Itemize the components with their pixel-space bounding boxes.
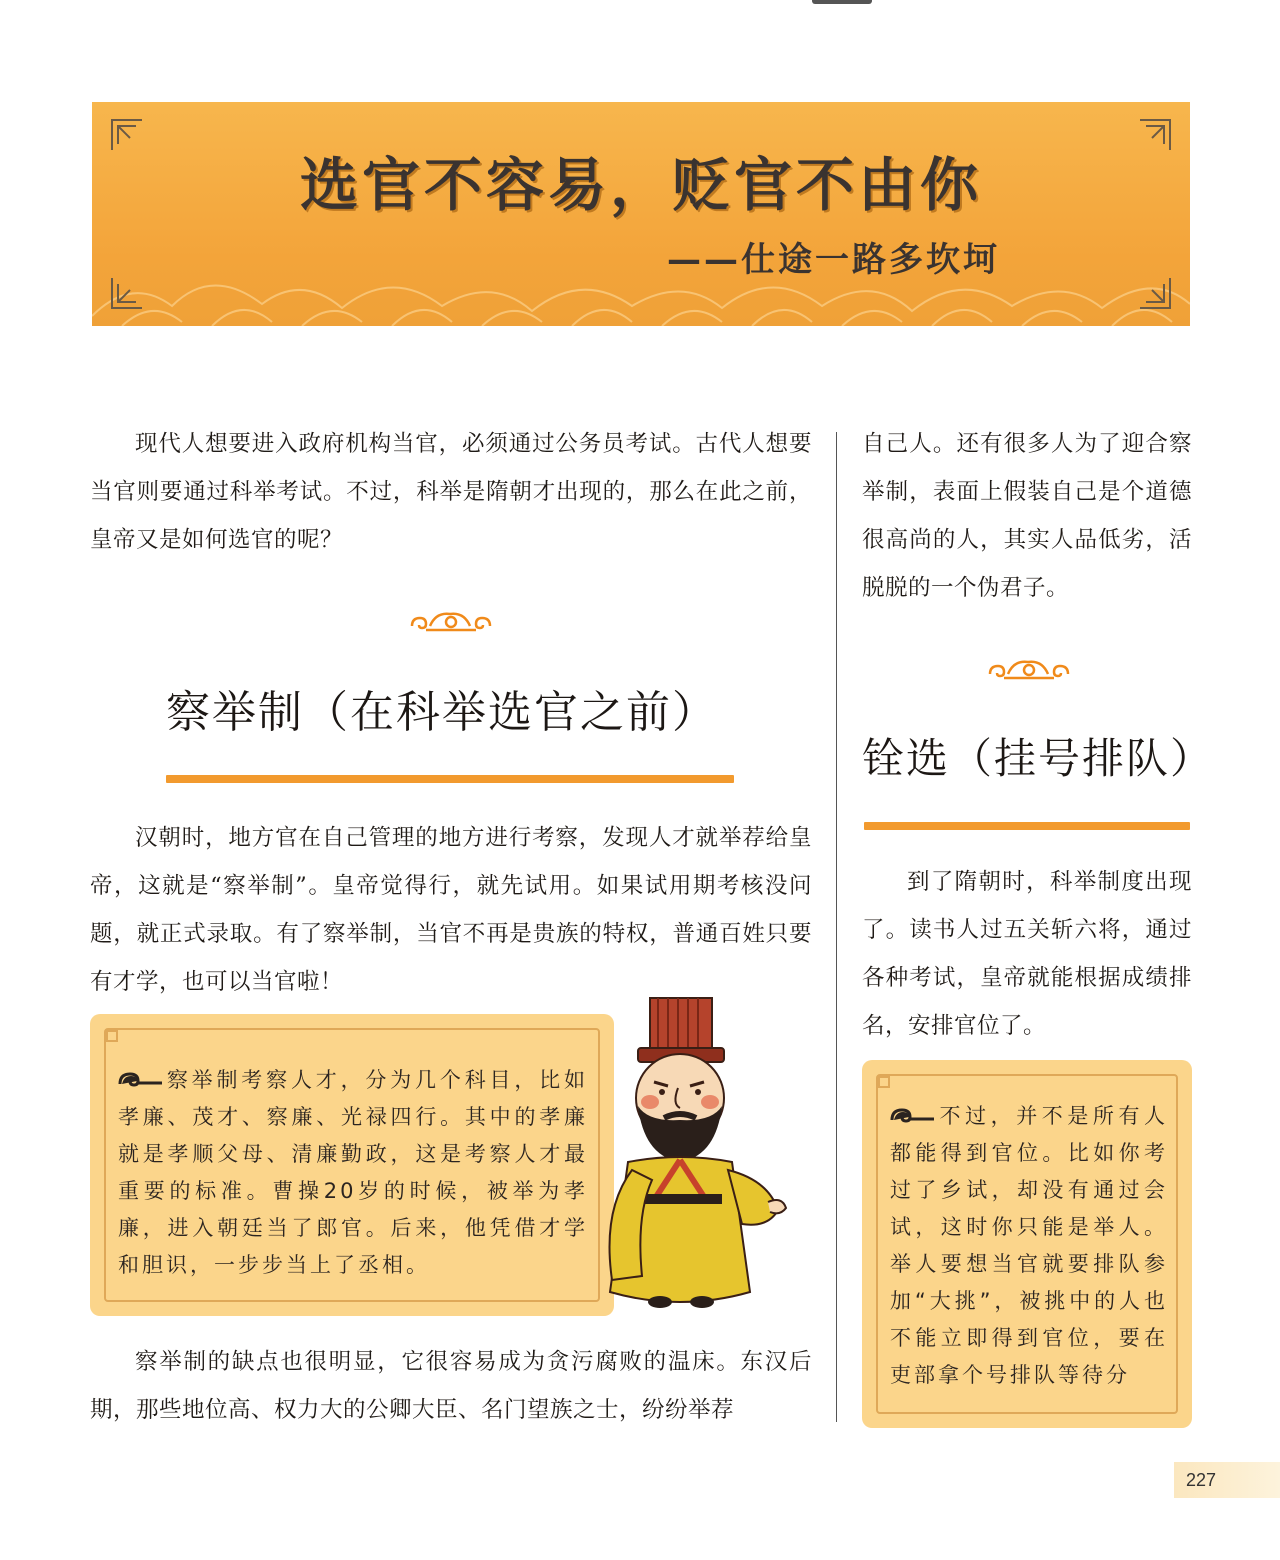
section-underline-left bbox=[166, 775, 734, 783]
intro-paragraph: 现代人想要进入政府机构当官，必须通过公务员考试。古代人想要当官则要通过科举考试。不过，科举是隋朝才出现的，那么在此之前，皇帝又是如何选官的呢？ bbox=[90, 431, 812, 553]
chaju-drawback-paragraph: 察举制的缺点也很明显，它很容易成为贪污腐败的温床。东汉后期，那些地位高、权力大的公卿大臣、名门望族之士，纷纷举荐 bbox=[90, 1349, 812, 1423]
section-underline-right bbox=[864, 822, 1190, 830]
cloud-icon bbox=[890, 1101, 936, 1121]
quanxuan-paragraph: 到了隋朝时，科举制度出现了。读书人过五关斩六将，通过各种考试，皇帝就能根据成绩排名，安排官位了。 bbox=[862, 869, 1192, 1039]
continued-paragraph: 自己人。还有很多人为了迎合察举制，表面上假装自己是个道德很高尚的人，其实人品低劣，活脱脱的一个伪君子。 bbox=[862, 431, 1192, 601]
title-banner bbox=[92, 102, 1190, 326]
page-title: 选官不容易，贬官不由你 bbox=[299, 151, 982, 219]
cloud-icon bbox=[118, 1065, 164, 1085]
note-box-chaju bbox=[90, 1014, 614, 1316]
chaju-paragraph: 汉朝时，地方官在自己管理的地方进行考察，发现人才就举荐给皇帝，这就是“察举制”。皇帝觉得行，就先试用。如果试用期考核没问题，就正式录取。有了察举制，当官不再是贵族的特权，普通百姓只要有才学，也可以当官啦！ bbox=[90, 825, 812, 995]
note-chaju-text bbox=[118, 1062, 588, 1284]
note-chaju-body: 察举制考察人才，分为几个科目，比如孝廉、茂才、察廉、光禄四行。其中的孝廉就是孝顺父母、清廉勤政，这是考察人才最重要的标准。曹操20岁的时候，被举为孝廉，进入朝廷当了郎官。后来，他凭借才学和胆识，一步步当上了丞相。 bbox=[118, 1068, 588, 1277]
page-subtitle: ——仕途一路多坎坷 bbox=[667, 240, 1000, 280]
note-quanxuan-body: 不过，并不是所有人都能得到官位。比如你考过了乡试，却没有通过会试，这时你只能是举人。举人要想当官就要排队参加“大挑”，被挑中的人也不能立即得到官位，要在吏部拿个号排队等待分 bbox=[890, 1104, 1168, 1387]
cloud-ornament-left bbox=[408, 610, 494, 634]
official-figure-illustration bbox=[598, 990, 808, 1320]
corner-ornament-bottom-right bbox=[1138, 276, 1172, 310]
wave-cloud-pattern bbox=[92, 256, 1190, 326]
note-quanxuan-text bbox=[890, 1098, 1168, 1394]
corner-ornament-bottom-left bbox=[110, 276, 144, 310]
column-divider bbox=[836, 432, 837, 1422]
note-box-quanxuan bbox=[862, 1060, 1192, 1428]
page-number: 227 bbox=[1174, 1462, 1280, 1498]
section-heading-quanxuan: 铨选（挂号排队） bbox=[862, 734, 1215, 783]
top-edge-mark bbox=[812, 0, 872, 4]
section-heading-chaju: 察举制（在科举选官之前） bbox=[166, 687, 718, 738]
cloud-ornament-right bbox=[986, 658, 1072, 682]
